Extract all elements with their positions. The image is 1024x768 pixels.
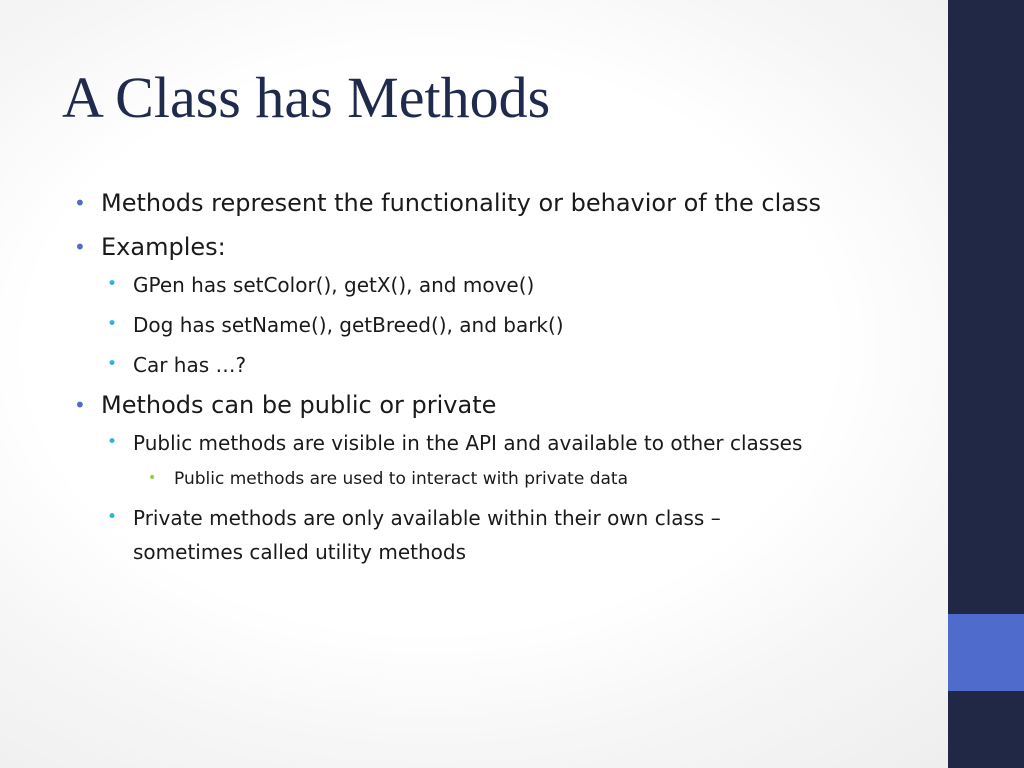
sub-bullet-car: • Car has …? xyxy=(107,348,813,382)
bullet-methods-represent: • Methods represent the functionality or behavior of the class xyxy=(74,186,914,220)
slide-title: A Class has Methods xyxy=(62,65,551,130)
sub-bullet-dog: • Dog has setName(), getBreed(), and bark() xyxy=(107,308,813,342)
bullet-examples: • Examples: xyxy=(74,230,914,264)
sub-bullet-public-methods: • Public methods are visible in the API and available to other classes xyxy=(107,426,813,460)
slide-body xyxy=(74,186,914,573)
sub-bullet-private-methods: • Private methods are only available within their own class – sometimes called utility methods xyxy=(107,501,813,569)
sub-sub-bullet-public-data: • Public methods are used to interact with private data xyxy=(148,464,914,494)
bullet-public-or-private: • Methods can be public or private xyxy=(74,388,914,422)
side-accent-block xyxy=(948,614,1024,691)
sub-bullet-gpen: • GPen has setColor(), getX(), and move() xyxy=(107,268,813,302)
